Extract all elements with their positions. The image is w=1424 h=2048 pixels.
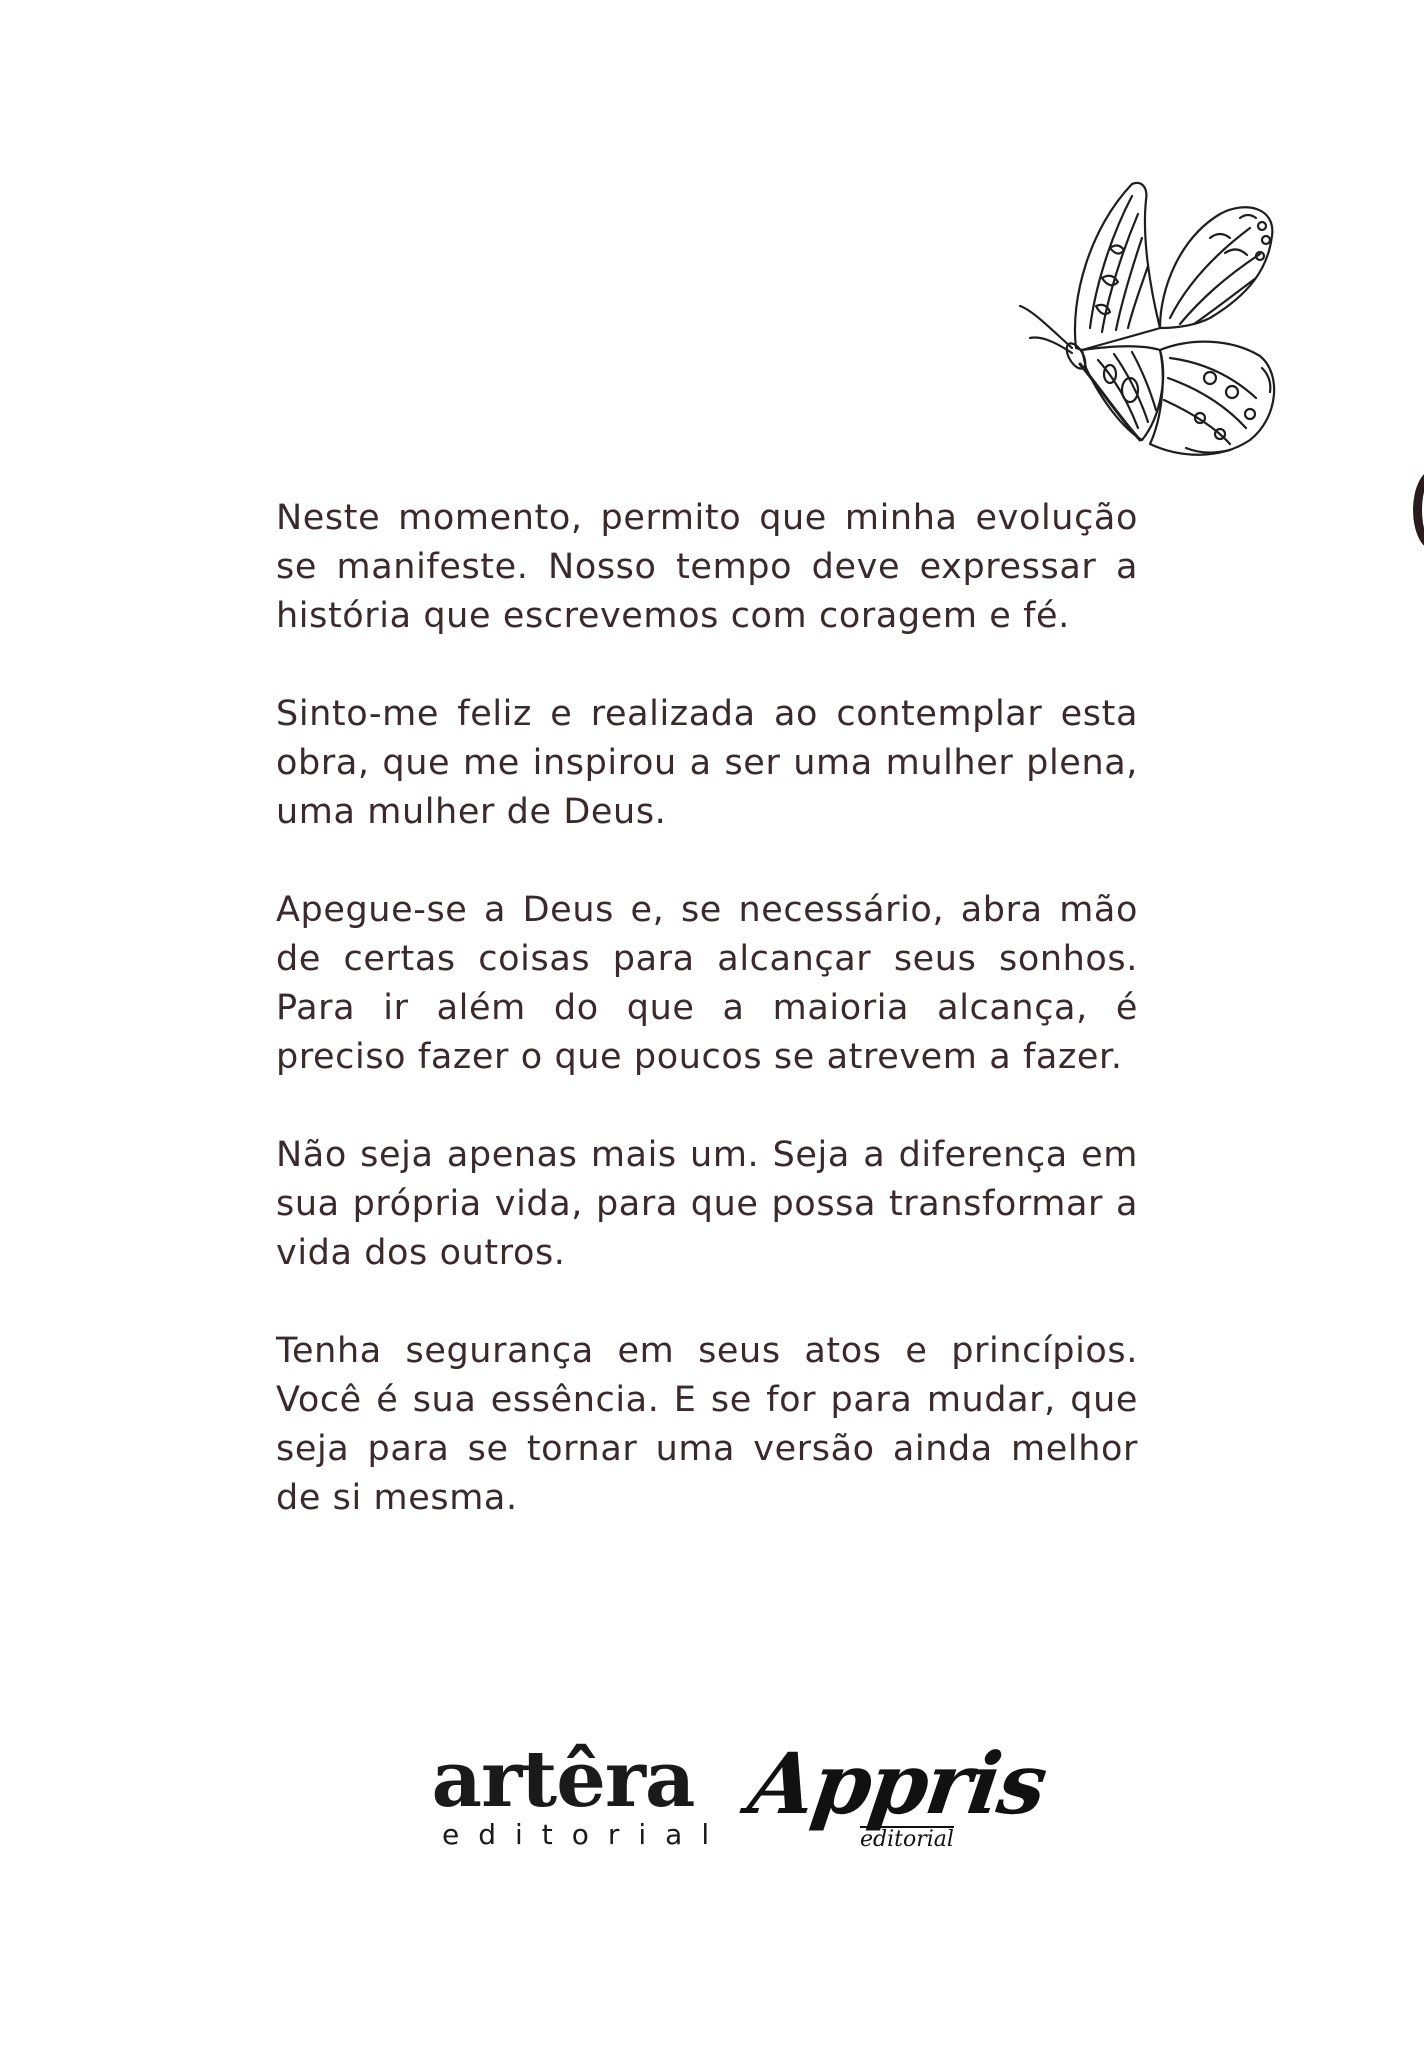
paragraph: Apegue-se a Deus e, se necessário, abra mão de certas coisas para alcançar seus sonhos. Para ir além do que a maioria alcança, é preciso fazer o que poucos se atrevem a fazer.	[276, 890, 1138, 1077]
artera-logo-sub: editorial	[442, 1818, 729, 1851]
artera-logo	[428, 1734, 729, 1851]
paragraph: Neste momento, permito que minha evolução se manifeste. Nosso tempo deve expressar a história que escrevemos com coragem e fé.	[276, 498, 1138, 636]
paragraph: Não seja apenas mais um. Seja a diferença em sua própria vida, para que possa transformar a vida dos outros.	[276, 1135, 1138, 1273]
butterfly-icon	[1010, 178, 1300, 478]
edge-arc-mark	[1413, 470, 1424, 550]
appris-logo-sub: editorial	[860, 1827, 954, 1852]
paragraph: Sinto-me feliz e realizada ao contemplar esta obra, que me inspirou a ser uma mulher plena, uma mulher de Deus.	[276, 694, 1138, 832]
body-text	[276, 494, 1138, 1572]
paragraph: Tenha segurança em seus atos e princípios. Você é sua essência. E se for para mudar, que seja para se tornar uma versão ainda melhor de si mesma.	[276, 1331, 1138, 1518]
publisher-logos	[420, 1734, 1052, 1860]
artera-logo-name: artêra	[431, 1734, 695, 1825]
appris-logo	[743, 1734, 1052, 1860]
appris-logo-name: Appris	[743, 1734, 1052, 1833]
